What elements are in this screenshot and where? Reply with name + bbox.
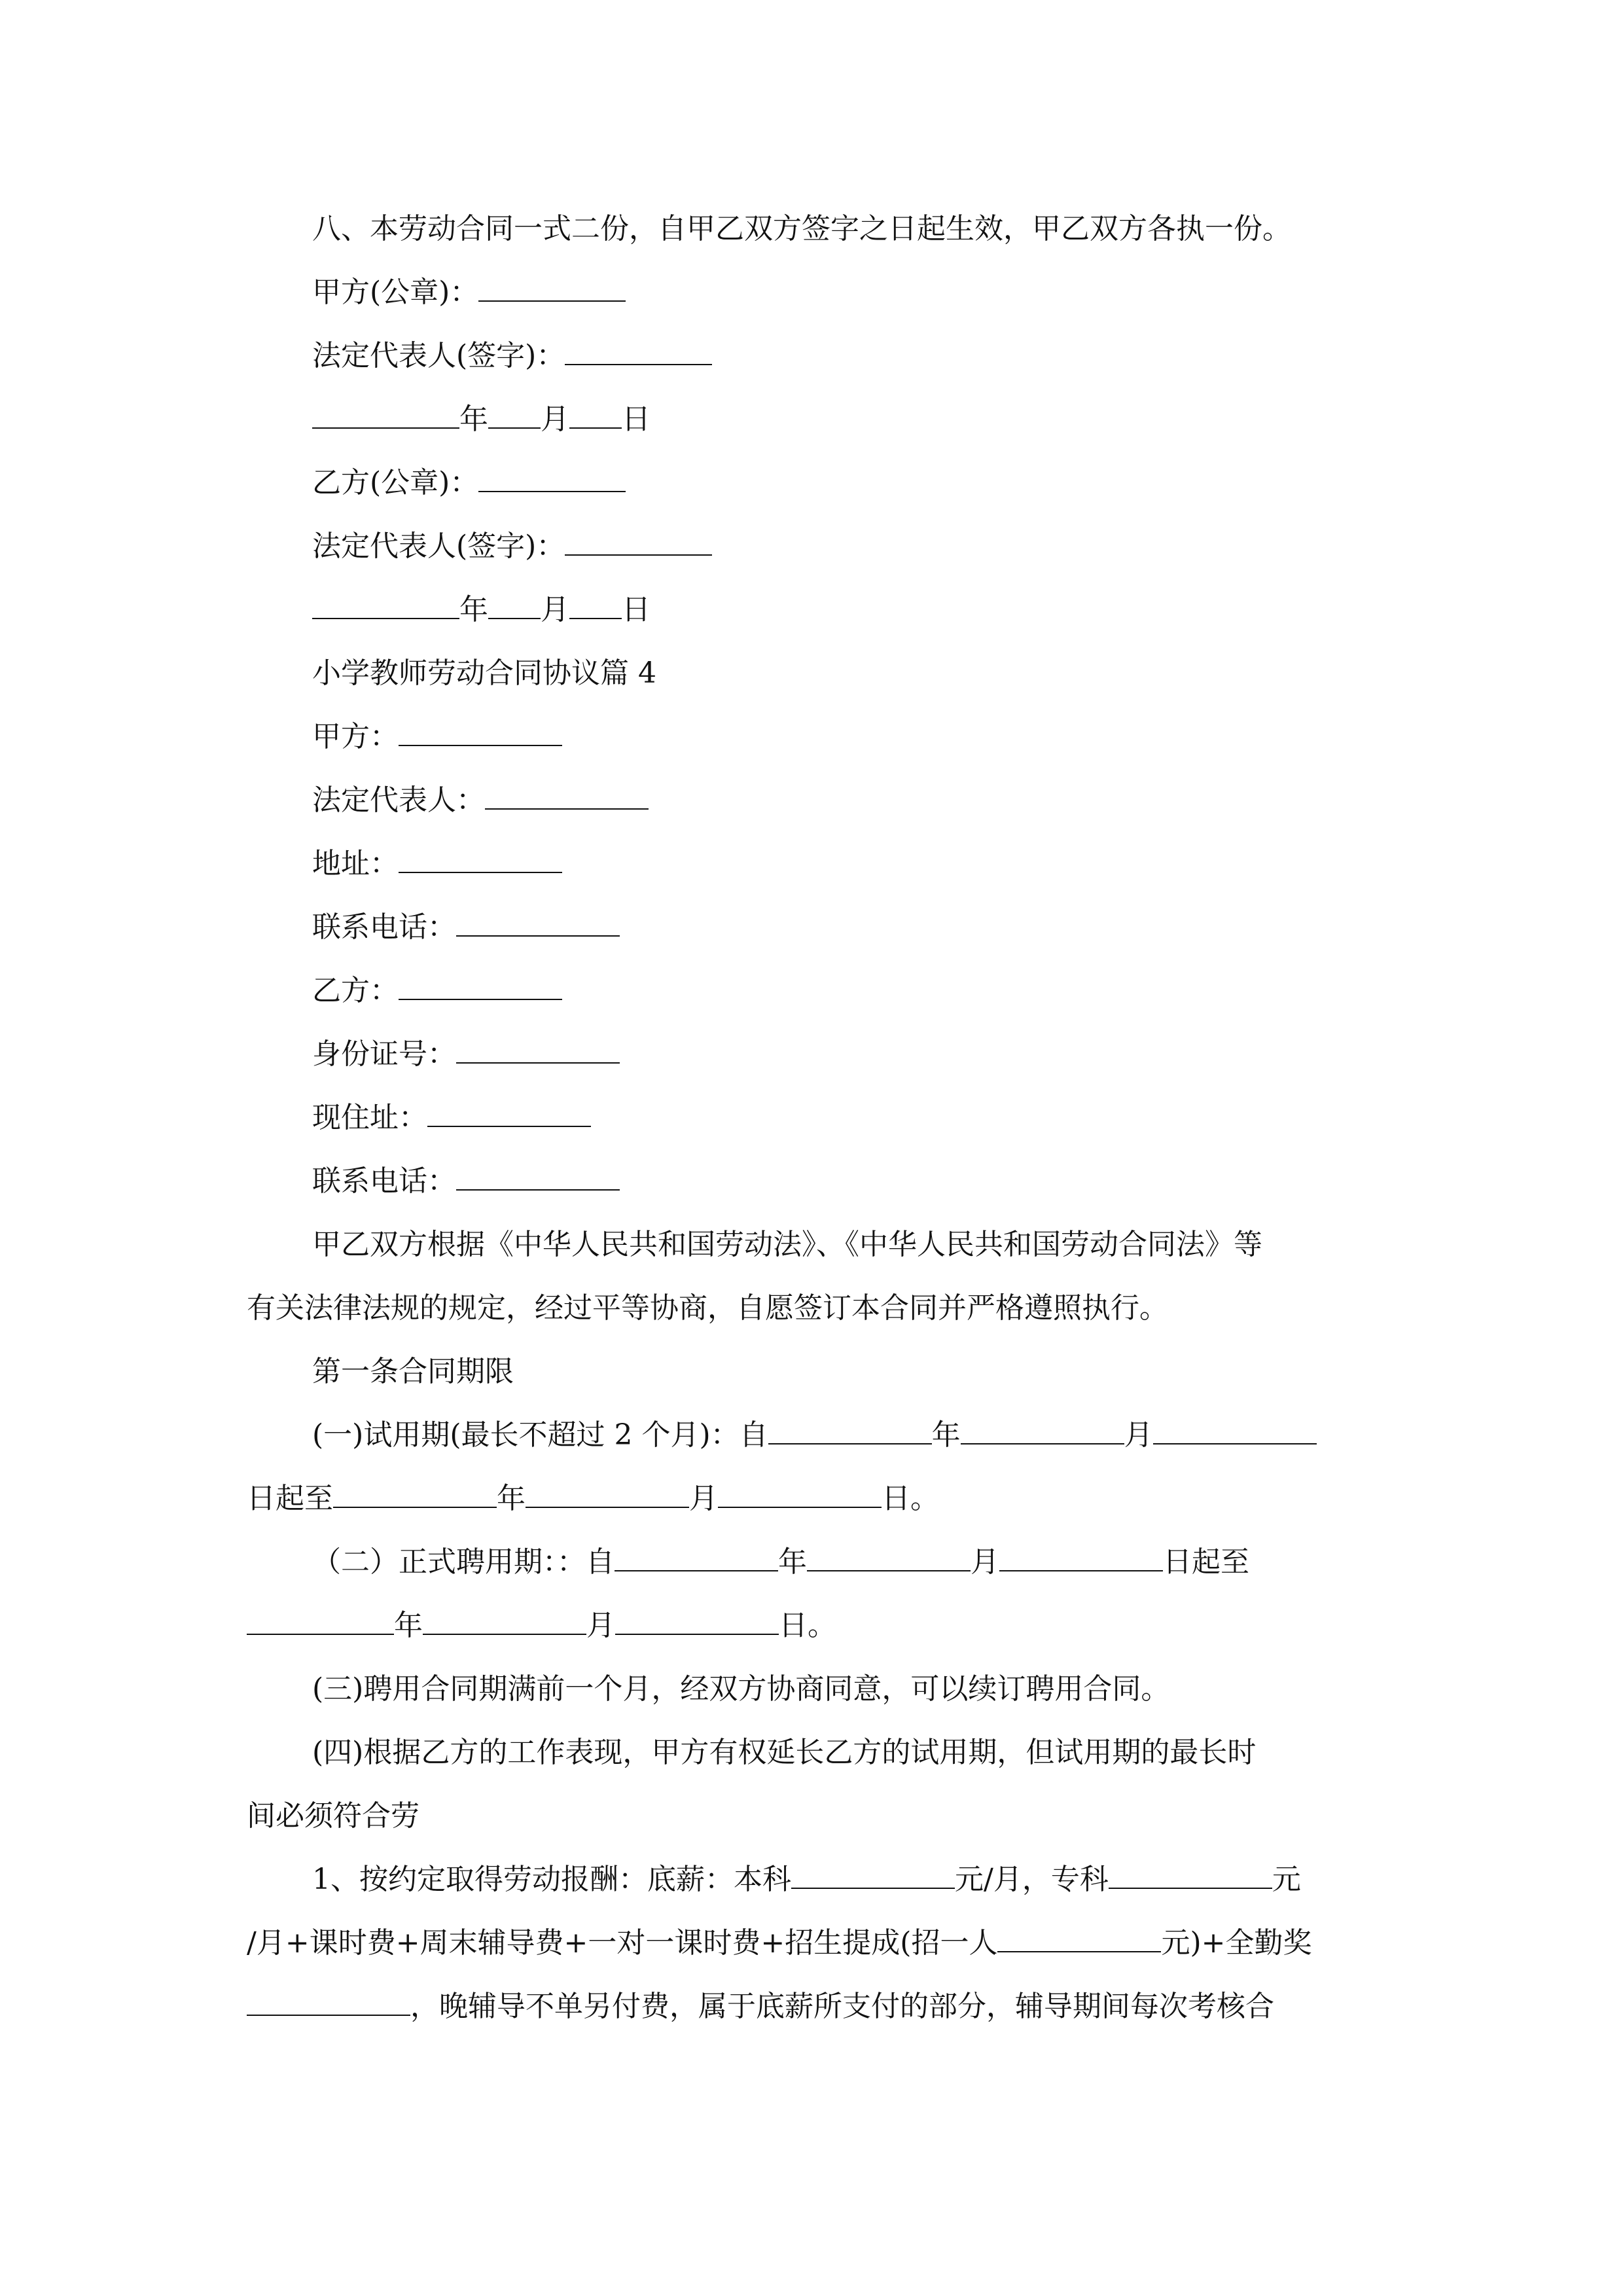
blank-field[interactable] [569, 593, 622, 619]
party-a-rep-label: 法定代表人(签字)： [312, 339, 565, 372]
month-label: 月 [541, 593, 569, 626]
salary-line-1 [312, 1860, 1301, 1899]
preamble-line-1: 甲乙双方根据《中华人民共和国劳动法》、《中华人民共和国劳动合同法》等 [312, 1228, 1262, 1261]
article-1-title: 第一条合同期限 [312, 1355, 514, 1388]
section-title: 小学教师劳动合同协议篇 4 [312, 656, 656, 690]
probation-line-2 [247, 1479, 939, 1518]
blank-field[interactable] [312, 403, 459, 429]
blank-field[interactable] [615, 1545, 778, 1571]
party-a-label: 甲方： [312, 720, 399, 753]
year-label: 年 [778, 1545, 807, 1579]
blank-field[interactable] [791, 1863, 955, 1889]
blank-field[interactable] [999, 1545, 1163, 1571]
until-label: 日起至 [247, 1482, 333, 1515]
legal-rep-label: 法定代表人： [312, 783, 485, 817]
salary-line-2 [247, 1924, 1312, 1963]
blank-field[interactable] [961, 1418, 1124, 1444]
day-label: 日。 [882, 1482, 939, 1515]
year-label: 年 [394, 1609, 423, 1642]
address-line [312, 844, 562, 884]
blank-field[interactable] [456, 1037, 620, 1064]
blank-field[interactable] [565, 339, 712, 365]
blank-field[interactable] [569, 403, 622, 429]
year-label: 年 [497, 1482, 526, 1515]
party-b-seal-label: 乙方(公章)： [312, 466, 479, 499]
party-b-rep-label: 法定代表人(签字)： [312, 529, 565, 563]
id-number-label: 身份证号： [312, 1037, 456, 1071]
year-label: 年 [459, 593, 488, 626]
blank-field[interactable] [807, 1545, 971, 1571]
blank-field[interactable] [718, 1482, 882, 1508]
month-label: 月 [1124, 1418, 1153, 1452]
phone-line-a [312, 908, 620, 947]
party-a-line [312, 717, 562, 757]
phone-label: 联系电话： [312, 1164, 456, 1198]
month-label: 月 [541, 403, 569, 436]
attendance-bonus-label: 元)+全勤奖 [1161, 1926, 1312, 1960]
blank-field[interactable] [423, 1609, 586, 1635]
probation-line-1 [312, 1416, 1317, 1455]
month-label: 月 [586, 1609, 615, 1642]
blank-field[interactable] [333, 1482, 497, 1508]
blank-field[interactable] [526, 1482, 689, 1508]
blank-field[interactable] [997, 1926, 1161, 1952]
current-address-line [312, 1098, 591, 1138]
blank-field[interactable] [247, 1990, 410, 2016]
year-label: 年 [459, 403, 488, 436]
party-b-rep-line [312, 527, 712, 566]
party-a-seal-line [312, 273, 626, 312]
month-label: 月 [971, 1545, 999, 1579]
blank-field[interactable] [399, 720, 562, 746]
legal-rep-line [312, 781, 649, 820]
blank-field[interactable] [399, 974, 562, 1000]
party-b-seal-line [312, 463, 626, 503]
formal-term-label: （二）正式聘用期：：自 [312, 1545, 615, 1579]
address-label: 地址： [312, 847, 399, 880]
formal-term-line-2 [247, 1606, 836, 1645]
party-b-date-line [312, 590, 651, 630]
day-label: 日 [622, 403, 651, 436]
day-label: 日 [622, 593, 651, 626]
year-label: 年 [931, 1418, 961, 1452]
probation-label: (一)试用期(最长不超过 2 个月)：自 [312, 1418, 768, 1452]
party-b-line [312, 971, 562, 1011]
evening-tutoring-label: ，晚辅导不单另付费，属于底薪所支付的部分，辅导期间每次考核合 [410, 1990, 1274, 2023]
party-a-rep-line [312, 336, 712, 376]
blank-field[interactable] [615, 1609, 779, 1635]
party-a-date-line [312, 400, 651, 439]
salary-unit-label: 元/月，专科 [955, 1863, 1109, 1896]
pay-components-label: /月+课时费+周末辅导费+一对一课时费+招生提成(招一人 [247, 1926, 998, 1960]
blank-field[interactable] [427, 1101, 591, 1127]
blank-field[interactable] [488, 593, 541, 619]
yuan-label: 元 [1272, 1863, 1301, 1896]
blank-field[interactable] [565, 529, 712, 556]
blank-field[interactable] [456, 910, 620, 937]
blank-field[interactable] [768, 1418, 932, 1444]
salary-label: 1、按约定取得劳动报酬：底薪：本科 [312, 1863, 791, 1896]
blank-field[interactable] [1109, 1863, 1272, 1889]
blank-field[interactable] [488, 403, 541, 429]
id-number-line [312, 1035, 620, 1074]
blank-field[interactable] [1153, 1418, 1317, 1444]
extension-clause-line-1: (四)根据乙方的工作表现，甲方有权延长乙方的试用期，但试用期的最长时 [312, 1736, 1257, 1769]
renewal-clause: (三)聘用合同期满前一个月，经双方协商同意，可以续订聘用合同。 [312, 1672, 1170, 1706]
party-b-label: 乙方： [312, 974, 399, 1007]
clause-8: 八、本劳动合同一式二份，自甲乙双方签字之日起生效，甲乙双方各执一份。 [312, 212, 1291, 245]
blank-field[interactable] [478, 466, 626, 492]
phone-label: 联系电话： [312, 910, 456, 944]
blank-field[interactable] [399, 847, 562, 873]
month-label: 月 [689, 1482, 718, 1515]
salary-line-3 [247, 1987, 1274, 2026]
until-label: 日起至 [1163, 1545, 1249, 1579]
blank-field[interactable] [478, 276, 626, 302]
phone-line-b [312, 1162, 620, 1201]
day-label: 日。 [779, 1609, 836, 1642]
blank-field[interactable] [456, 1164, 620, 1191]
preamble-line-2: 有关法律法规的规定，经过平等协商，自愿签订本合同并严格遵照执行。 [247, 1291, 1168, 1325]
blank-field[interactable] [312, 593, 459, 619]
current-address-label: 现住址： [312, 1101, 427, 1134]
blank-field[interactable] [485, 783, 649, 810]
blank-field[interactable] [247, 1609, 394, 1635]
extension-clause-line-2: 间必须符合劳 [247, 1799, 419, 1833]
formal-term-line-1 [312, 1543, 1249, 1582]
party-a-seal-label: 甲方(公章)： [312, 276, 479, 309]
